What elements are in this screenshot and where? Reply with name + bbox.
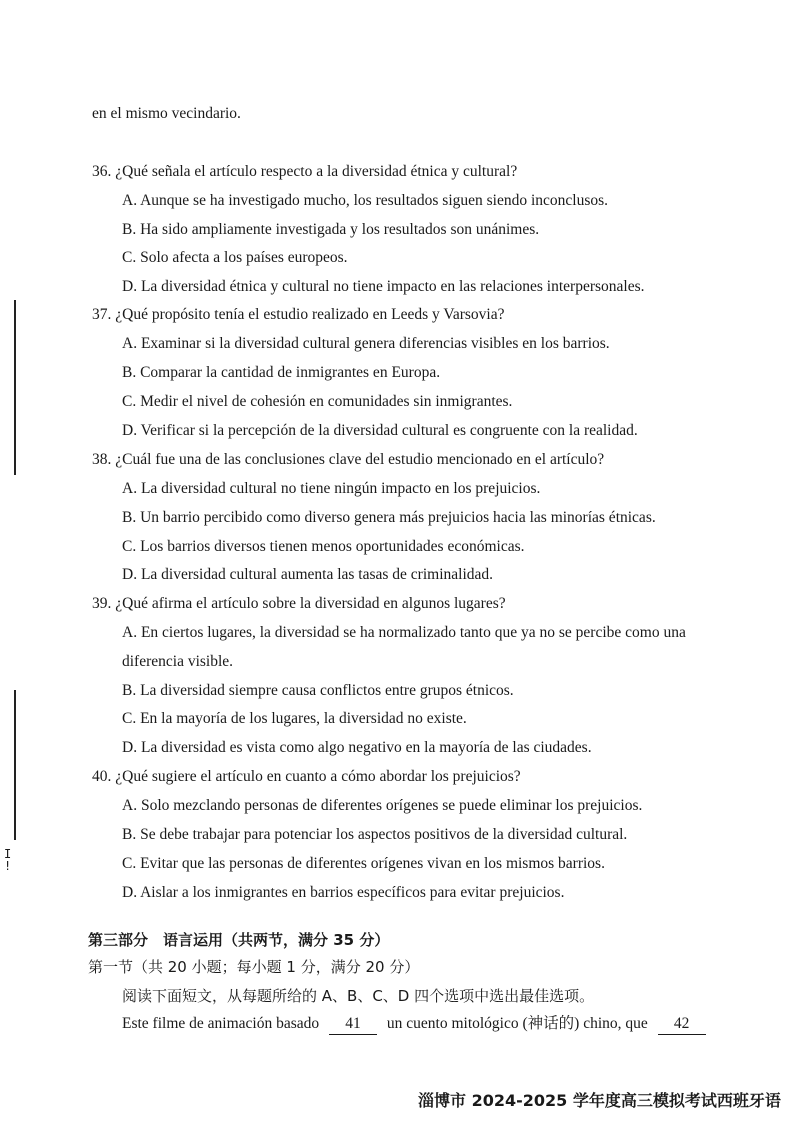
margin-line-middle [14,690,16,840]
blank-41: 41 [329,1014,377,1035]
question-39-stem: 39. ¿Qué afirma el artículo sobre la diversidad en algunos lugares? [92,595,506,612]
question-39-option-c: C. En la mayoría de los lugares, la diversidad no existe. [122,710,467,727]
margin-line-top [14,300,16,475]
part3-instruction: 阅读下面短文，从每题所给的 A、B、C、D 四个选项中选出最佳选项。 [122,987,595,1005]
question-37-option-d: D. Verificar si la percepción de la diversidad cultural es congruente con la realidad. [122,422,638,439]
question-40-stem: 40. ¿Qué sugiere el artículo en cuanto a cómo abordar los prejuicios? [92,768,521,785]
question-38-option-d: D. La diversidad cultural aumenta las tasas de criminalidad. [122,566,494,583]
question-37-option-b: B. Comparar la cantidad de inmigrantes en Europa. [122,364,441,381]
passage-start: Este filme de animación basado [122,1015,320,1032]
exam-number-label [0,470,2,538]
question-39-option-a: A. En ciertos lugares, la diversidad se ha normalizado tanto que ya no se percibe como una [122,624,686,641]
question-36-option-c: C. Solo afecta a los países europeos. [122,249,348,266]
question-36-stem: 36. ¿Qué señala el artículo respecto a la diversidad étnica y cultural? [92,163,518,180]
page-footer: 淄博市 2024-2025 学年度高三模拟考试西班牙语 [418,1091,781,1110]
question-40-option-a: A. Solo mezclando personas de diferentes orígenes se puede eliminar los prejuicios. [122,797,643,814]
question-36-option-d: D. La diversidad étnica y cultural no tiene impacto en las relaciones interpersonales. [122,278,645,295]
blank-42: 42 [658,1014,706,1035]
margin-marks: I ! [4,847,12,873]
question-39-option-b: B. La diversidad siempre causa conflictos entre grupos étnicos. [122,682,514,699]
part3-section1: 第一节（共 20 小题；每小题 1 分，满分 20 分） [88,958,420,976]
question-37-option-c: C. Medir el nivel de cohesión en comunidades sin inmigrantes. [122,393,513,410]
question-39-option-d: D. La diversidad es vista como algo negativo en la mayoría de las ciudades. [122,739,592,756]
part3-heading: 第三部分 语言运用（共两节，满分 35 分） [88,931,390,949]
question-39-option-a-cont: diferencia visible. [122,653,234,670]
question-40-option-b: B. Se debe trabajar para potenciar los aspectos positivos de la diversidad cultural. [122,826,628,843]
question-36-option-a: A. Aunque se ha investigado mucho, los resultados siguen siendo inconclusos. [122,192,609,209]
passage-first-line [122,1014,712,1035]
question-38-option-b: B. Un barrio percibido como diverso genera más prejuicios hacia las minorías étnicas. [122,509,656,526]
question-37-option-a: A. Examinar si la diversidad cultural genera diferencias visibles en los barrios. [122,335,610,352]
passage-mid: un cuento mitológico (神话的) chino, que [386,1015,648,1032]
question-40-option-d: D. Aislar a los inmigrantes en barrios específicos para evitar prejuicios. [122,884,565,901]
question-40-option-c: C. Evitar que las personas de diferentes orígenes vivan en los mismos barrios. [122,855,605,872]
question-38-option-c: C. Los barrios diversos tienen menos oportunidades económicas. [122,538,525,555]
question-38-option-a: A. La diversidad cultural no tiene ningún impacto en los prejuicios. [122,480,541,497]
question-36-option-b: B. Ha sido ampliamente investigada y los resultados son unánimes. [122,221,540,238]
intro-tail: en el mismo vecindario. [92,105,241,122]
question-37-stem: 37. ¿Qué propósito tenía el estudio realizado en Leeds y Varsovia? [92,306,505,323]
question-38-stem: 38. ¿Cuál fue una de las conclusiones clave del estudio mencionado en el artículo? [92,451,605,468]
